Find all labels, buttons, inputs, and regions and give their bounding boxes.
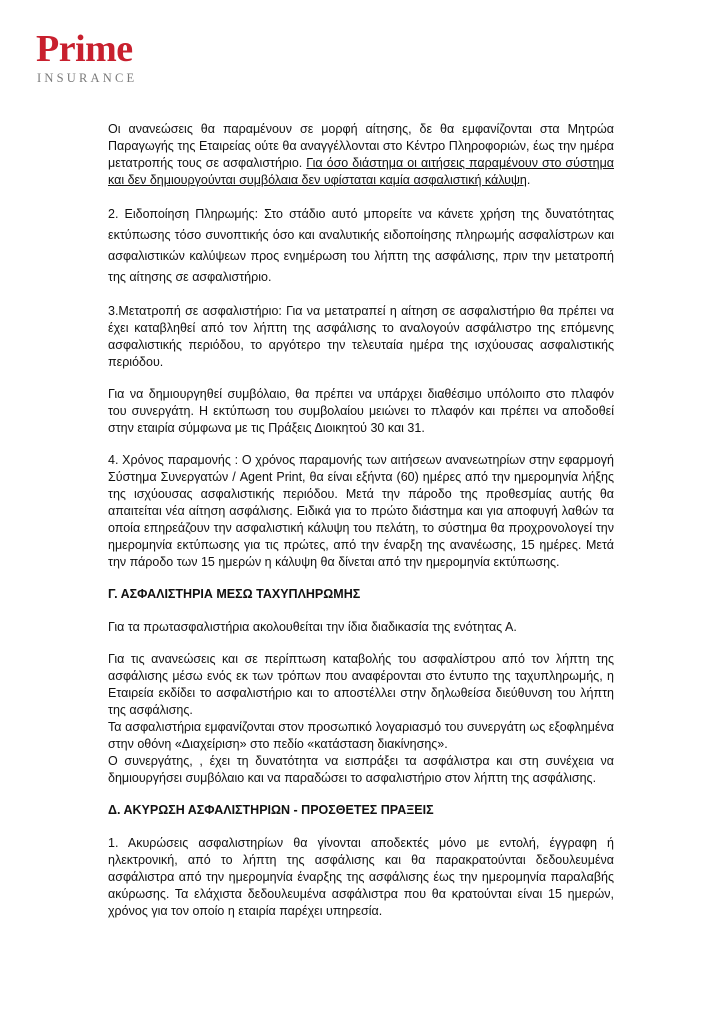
paragraph-cancellations: 1. Ακυρώσεις ασφαλιστηρίων θα γίνονται αποδεκτές μόνο με εντολή, έγγραφη ή ηλεκτρονική, από το λήπτη της ασφάλισης και θα παρακρατούνται δεδουλευμένα ασφάλιστρα από την ημερομηνία έναρξης της ασφάλισης έως την ημερομηνία παραλαβής ακύρωσης. Τα ελάχιστα δεδουλευμένα ασφάλιστρα που θα κρατούνται είναι 15 ημερών, χρόνος για τον οποίο η εταιρία παρέχει υπηρεσία. [108,836,614,918]
paragraph-retention-time: 4. Χρόνος παραμονής : Ο χρόνος παραμονής των αιτήσεων ανανεωτηρίων στην εφαρμογή Σύστημα Συνεργατών / Agent Print, θα είναι εξήντα (60) ημέρες από την ημερομηνία λήξης της ισχύουσας ασφαλιστικής περιόδου. Μετά την πάροδο της προθεσμίας αυτής θα απαιτείται νέα αίτηση ασφάλισης. Ειδικά για το πρώτο διάστημα και για αποφυγή λαθών τα οποία επηρεάζουν την ασφαλιστική κάλυψη του πελάτη, το σύστημα θα προχρονολογεί την ημερομηνία εκτύπωσης για τις πρώτες, από την έναρξη της ανανέωσης, 15 ημέρες. Μετά την πάροδο των 15 ημερών η κάλυψη θα δίνεται από την ημερομηνία εκτύπωσης. [108,453,614,569]
logo-subtitle: INSURANCE [37,71,138,85]
paragraph-renewals-express: Για τις ανανεώσεις και σε περίπτωση καταβολής του ασφαλίστρου από τον λήπτη της ασφάλισης μέσω ενός εκ των τρόπων που αναφέρονται στο έντυπο της ταχυπληρωμής, η Εταιρεία εκδίδει το ασφαλιστήριο και το αποστέλλει στην δηλωθείσα διεύθυνση του λήπτη της ασφάλισης. [108,652,614,717]
paragraph-payment-notice: 2. Ειδοποίηση Πληρωμής: Στο στάδιο αυτό μπορείτε να κάνετε χρήση της δυνατότητας εκτύπωσης τόσο συνοπτικής όσο και αναλυτικής ειδοποίησης πληρωμής ασφαλίστρων και ασφαλιστικών καλύψεων προς ενημέρωση του λήπτη της ασφάλισης, πριν την μετατροπή της αίτησης σε ασφαλιστήριο. [108,207,614,284]
paragraph-policies-display: Τα ασφαλιστήρια εμφανίζονται στον προσωπικό λογαριασμό του συνεργάτη ως εξοφλημένα στην οθόνη «Διαχείριση» στο πεδίο «κατάσταση διακίνησης». [108,720,614,751]
heading-section-g: Γ. ΑΣΦΑΛΙΣΤΗΡΙΑ ΜΕΣΩ ΤΑΧΥΠΛΗΡΩΜΗΣ [108,587,361,601]
paragraph-contract-creation: Για να δημιουργηθεί συμβόλαιο, θα πρέπει να υπάρχει διαθέσιμο υπόλοιπο στο πλαφόν του συνεργάτη. Η εκτύπωση του συμβολαίου μειώνει το πλαφόν και πρέπει να αποδοθεί στην εταιρία σύμφωνα με τις Πράξεις Διοικητού 30 και 31. [108,387,614,435]
prime-insurance-logo [36,30,137,86]
logo-brand: Prime [36,28,133,70]
paragraph-conversion: 3.Μετατροπή σε ασφαλιστήριο: Για να μετατραπεί η αίτηση σε ασφαλιστήριο θα πρέπει να έχει καταβληθεί από τον λήπτη της ασφάλισης το αναλογούν ασφάλιστρο της επόμενης ασφαλιστικής περιόδου, το αργότερο την τελευταία ημέρα της ισχύουσας ασφαλιστικής περιόδου. [108,304,614,369]
paragraph-renewals-underlined: Για όσο διάστημα οι αιτήσεις παραμένουν στο σύστημα και δεν δημιουργούνται συμβόλαια δεν υφίσταται καμία ασφαλιστική κάλυψη [108,156,615,187]
paragraph-first-policies: Για τα πρωτασφαλιστήρια ακολουθείται την ίδια διαδικασία της ενότητας Α. [108,620,517,634]
heading-section-d: Δ. ΑΚΥΡΩΣΗ ΑΣΦΑΛΙΣΤΗΡΙΩΝ - ΠΡΟΣΘΕΤΕΣ ΠΡΑΞΕΙΣ [108,803,434,817]
paragraph-renewals-end: . [526,173,531,187]
document-body [108,121,614,935]
paragraph-renewals [108,121,614,189]
paragraph-renewals-text: Οι ανανεώσεις θα παραμένουν σε μορφή αίτησης, δε θα εμφανίζονται στα Μητρώα Παραγωγής της Εταιρείας ούτε θα αναγγέλλονται στο Κέντρο Πληροφοριών, έως την ημέρα μετατροπής τους σε ασφαλιστήριο. [108,122,614,170]
paragraph-partner-ability: Ο συνεργάτης, , έχει τη δυνατότητα να εισπράξει τα ασφάλιστρα και στη συνέχεια να δημιουργήσει συμβόλαιο και να παραδώσει το ασφαλιστήριο στον λήπτη της ασφάλισης. [108,754,614,785]
